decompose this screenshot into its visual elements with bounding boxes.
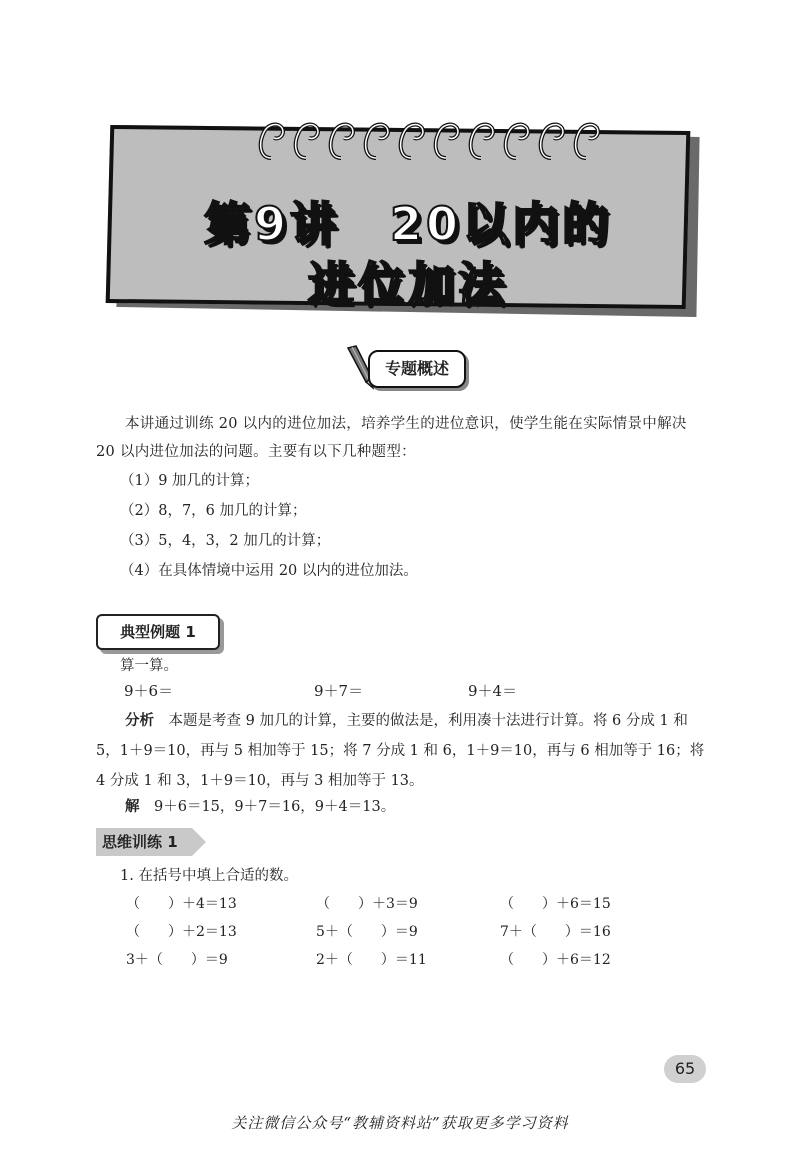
grid-cell: （ ）＋4＝13	[126, 896, 237, 912]
training-heading	[96, 828, 208, 856]
training-question: 1. 在括号中填上合适的数。	[120, 868, 298, 884]
chapter-title-line-2: 进位加法	[308, 257, 508, 311]
list-item: （1）9 加几的计算；	[120, 473, 260, 489]
intro-paragraph: 本讲通过训练 20 以内的进位加法，培养学生的进位意识，使学生能在实际情景中解决 20 以内进位加法的问题。主要有以下几种题型：	[96, 416, 687, 460]
ring-icon	[571, 118, 601, 162]
arrow-tip-icon	[192, 828, 206, 856]
grid-row	[126, 890, 686, 918]
list-item: （4）在具体情境中运用 20 以内的进位加法。	[120, 563, 418, 579]
example-problems	[120, 680, 680, 708]
spiral-rings	[256, 118, 636, 166]
ring-icon	[361, 118, 391, 162]
ring-icon	[466, 118, 496, 162]
ring-icon	[501, 118, 531, 162]
ring-icon	[256, 118, 286, 162]
answer-text: 9＋6＝15，9＋7＝16，9＋4＝13。	[139, 799, 396, 815]
grid-row	[126, 946, 686, 974]
example-label: 典型例题 1	[96, 614, 220, 650]
example-problem: 9＋4＝	[468, 682, 518, 700]
answer-label: 解	[125, 799, 140, 815]
ring-icon	[291, 118, 321, 162]
training-label: 思维训练 1	[102, 833, 178, 851]
title-banner	[108, 118, 708, 318]
grid-cell: （ ）＋2＝13	[126, 924, 237, 940]
grid-row	[126, 918, 686, 946]
grid-cell: 7＋（ ）＝16	[500, 924, 611, 940]
overview-heading	[342, 344, 472, 390]
grid-cell: 5＋（ ）＝9	[316, 924, 418, 940]
chapter-title-line-1: 第9讲 20以内的	[203, 197, 613, 251]
grid-cell: 3＋（ ）＝9	[126, 952, 228, 968]
example-problem: 9＋6＝	[124, 682, 174, 700]
fill-in-grid	[126, 890, 686, 974]
list-item: （3）5，4，3，2 加几的计算；	[120, 533, 331, 549]
analysis-label: 分析	[125, 713, 154, 729]
footer-note: 关注微信公众号“教辅资料站”获取更多学习资料	[231, 1114, 569, 1132]
list-item: （2）8，7，6 加几的计算；	[120, 503, 307, 519]
grid-cell: 2＋（ ）＝11	[316, 952, 427, 968]
grid-cell: （ ）＋3＝9	[316, 896, 418, 912]
topic-list	[120, 466, 700, 586]
example-prompt: 算一算。	[120, 658, 178, 674]
overview-label: 专题概述	[368, 350, 466, 388]
example-problem: 9＋7＝	[314, 682, 364, 700]
grid-cell: （ ）＋6＝12	[500, 952, 611, 968]
ring-icon	[536, 118, 566, 162]
ring-icon	[396, 118, 426, 162]
answer-paragraph	[96, 792, 710, 822]
analysis-paragraph	[96, 706, 710, 796]
ring-icon	[431, 118, 461, 162]
page-number: 65	[664, 1055, 706, 1083]
ring-icon	[326, 118, 356, 162]
grid-cell: （ ）＋6＝15	[500, 896, 611, 912]
analysis-text: 本题是考查 9 加几的计算，主要的做法是，利用凑十法进行计算。将 6 分成 1 和 5，1＋9＝10，再与 5 相加等于 15；将 7 分成 1 和 6，1＋9＝10，再与 6 相加等于 16；将 4 分成 1 和 3，1＋9＝10，再与 3 相加等于 13。	[96, 713, 705, 789]
